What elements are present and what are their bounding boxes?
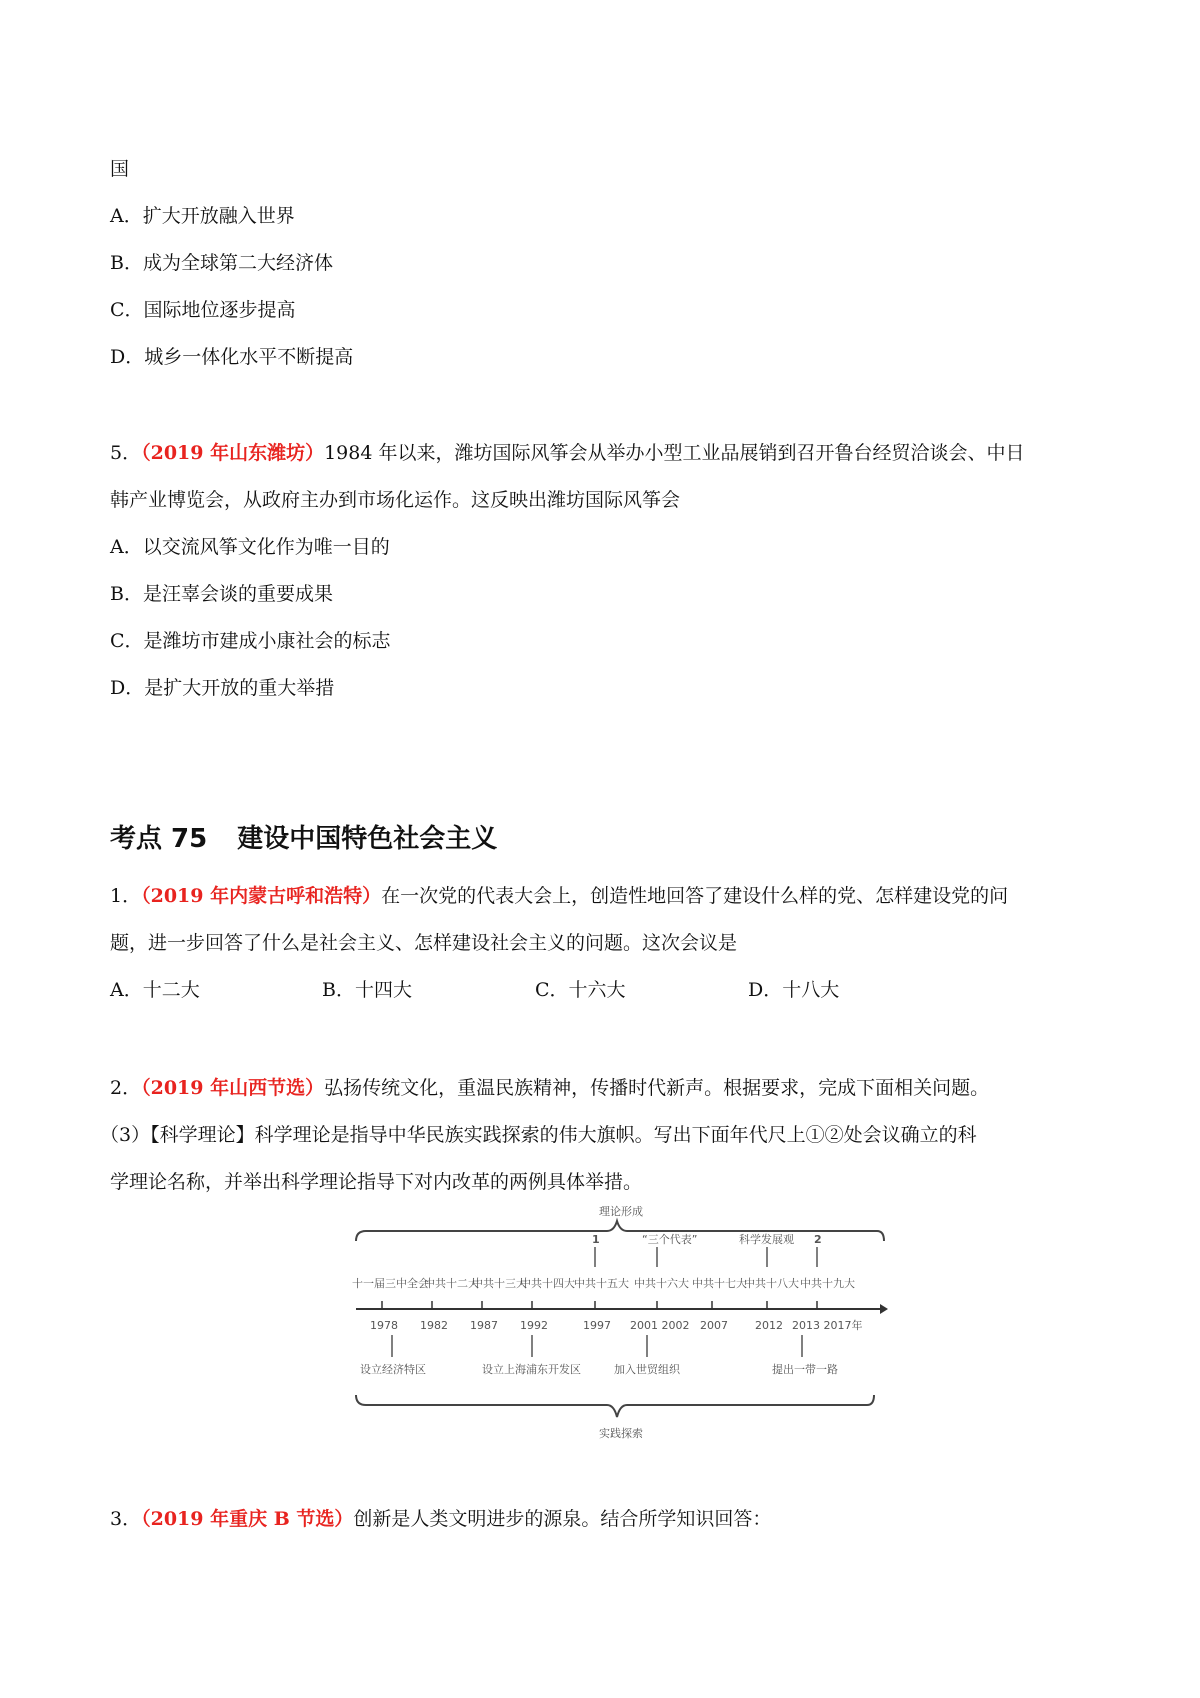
timeline-arrowhead [880,1304,888,1314]
q4-option-c: C．国际地位逐步提高 [110,299,296,321]
timeline-figure [352,1205,888,1447]
year-2013-2017: 2013 2017年 [792,1319,863,1332]
top-brace [356,1221,884,1241]
question-4-text-end: 国 [110,158,130,180]
marker-1: 1 [592,1233,600,1246]
bottom-brace [356,1395,874,1417]
year-1987: 1987 [470,1319,498,1332]
meeting-12th: 中共十二大 [424,1277,479,1290]
meeting-17th: 中共十七大 [692,1277,747,1290]
s2-subquestion-line2: 学理论名称，并举出科学理论指导下对内改革的两例具体举措。 [110,1171,643,1193]
year-1982: 1982 [420,1319,448,1332]
meeting-16th: 中共十六大 [634,1277,689,1290]
marker-2: 2 [814,1233,822,1246]
top-note-three-represents: “三个代表” [642,1233,698,1246]
s2-source: （2019 年山西节选） [141,1077,325,1099]
q5-stem-line2: 韩产业博览会，从政府主办到市场化运作。这反映出潍坊国际风筝会 [110,489,681,511]
section-heading: 考点 75 建设中国特色社会主义 [110,824,498,854]
s3-stem: 3．（2019 年重庆 B 节选）创新是人类文明进步的源泉。结合所学知识回答： [110,1508,772,1530]
year-2007: 2007 [700,1319,728,1332]
year-2012: 2012 [755,1319,783,1332]
q5-option-b: B．是汪辜会谈的重要成果 [110,583,333,605]
q5-stem-line1: 5．（2019 年山东潍坊）1984 年以来，潍坊国际风筝会从举办小型工业品展销到召开鲁台经贸洽谈会、中日 [110,442,1025,464]
s1-stem-line2: 题，进一步回答了什么是社会主义、怎样建设社会主义的问题。这次会议是 [110,932,738,954]
meeting-19th: 中共十九大 [800,1277,855,1290]
bottom-brace-label: 实践探索 [599,1427,643,1440]
year-2001-2002: 2001 2002 [630,1319,690,1332]
event-special-economic-zones: 设立经济特区 [360,1363,426,1376]
s2-subquestion-line1: （3）【科学理论】科学理论是指导中华民族实践探索的伟大旗帜。写出下面年代尺上①②处会议确立的科 [100,1124,977,1146]
timeline-svg [352,1205,888,1447]
q4-option-b: B．成为全球第二大经济体 [110,252,333,274]
event-belt-road: 提出一带一路 [772,1363,838,1376]
timeline-ticks [382,1301,817,1309]
meeting-third-plenum: 十一届三中全会 [352,1277,429,1290]
s2-stem-line1: 2．（2019 年山西节选）弘扬传统文化，重温民族精神，传播时代新声。根据要求，完成下面相关问题。 [110,1077,990,1099]
top-brace-label: 理论形成 [599,1205,643,1218]
s1-stem-line1: 1．（2019 年内蒙古呼和浩特）在一次党的代表大会上，创造性地回答了建设什么样的党、怎样建设党的问 [110,885,1009,907]
s1-option-c: C．十六大 [535,979,626,1001]
q5-option-a: A．以交流风筝文化作为唯一目的 [110,536,390,558]
meeting-14th: 中共十四大 [520,1277,575,1290]
meeting-13th: 中共十三大 [472,1277,527,1290]
q4-option-d: D．城乡一体化水平不断提高 [110,346,354,368]
year-1997: 1997 [583,1319,611,1332]
year-1978: 1978 [370,1319,398,1332]
q5-option-d: D．是扩大开放的重大举措 [110,677,335,699]
meeting-18th: 中共十八大 [744,1277,799,1290]
s1-option-b: B．十四大 [322,979,412,1001]
s1-source: （2019 年内蒙古呼和浩特） [141,885,382,907]
q4-option-a: A．扩大开放融入世界 [110,205,295,227]
year-1992: 1992 [520,1319,548,1332]
event-pudong: 设立上海浦东开发区 [482,1363,581,1376]
q5-source: （2019 年山东潍坊） [141,442,325,464]
meeting-15th: 中共十五大 [574,1277,629,1290]
s1-option-d: D．十八大 [748,979,840,1001]
s3-source: （2019 年重庆 B 节选） [141,1508,354,1530]
event-wto: 加入世贸组织 [614,1363,680,1376]
top-note-scientific-outlook: 科学发展观 [739,1233,794,1246]
s1-option-a: A．十二大 [110,979,200,1001]
event-arrows [392,1335,802,1357]
q5-option-c: C．是潍坊市建成小康社会的标志 [110,630,391,652]
